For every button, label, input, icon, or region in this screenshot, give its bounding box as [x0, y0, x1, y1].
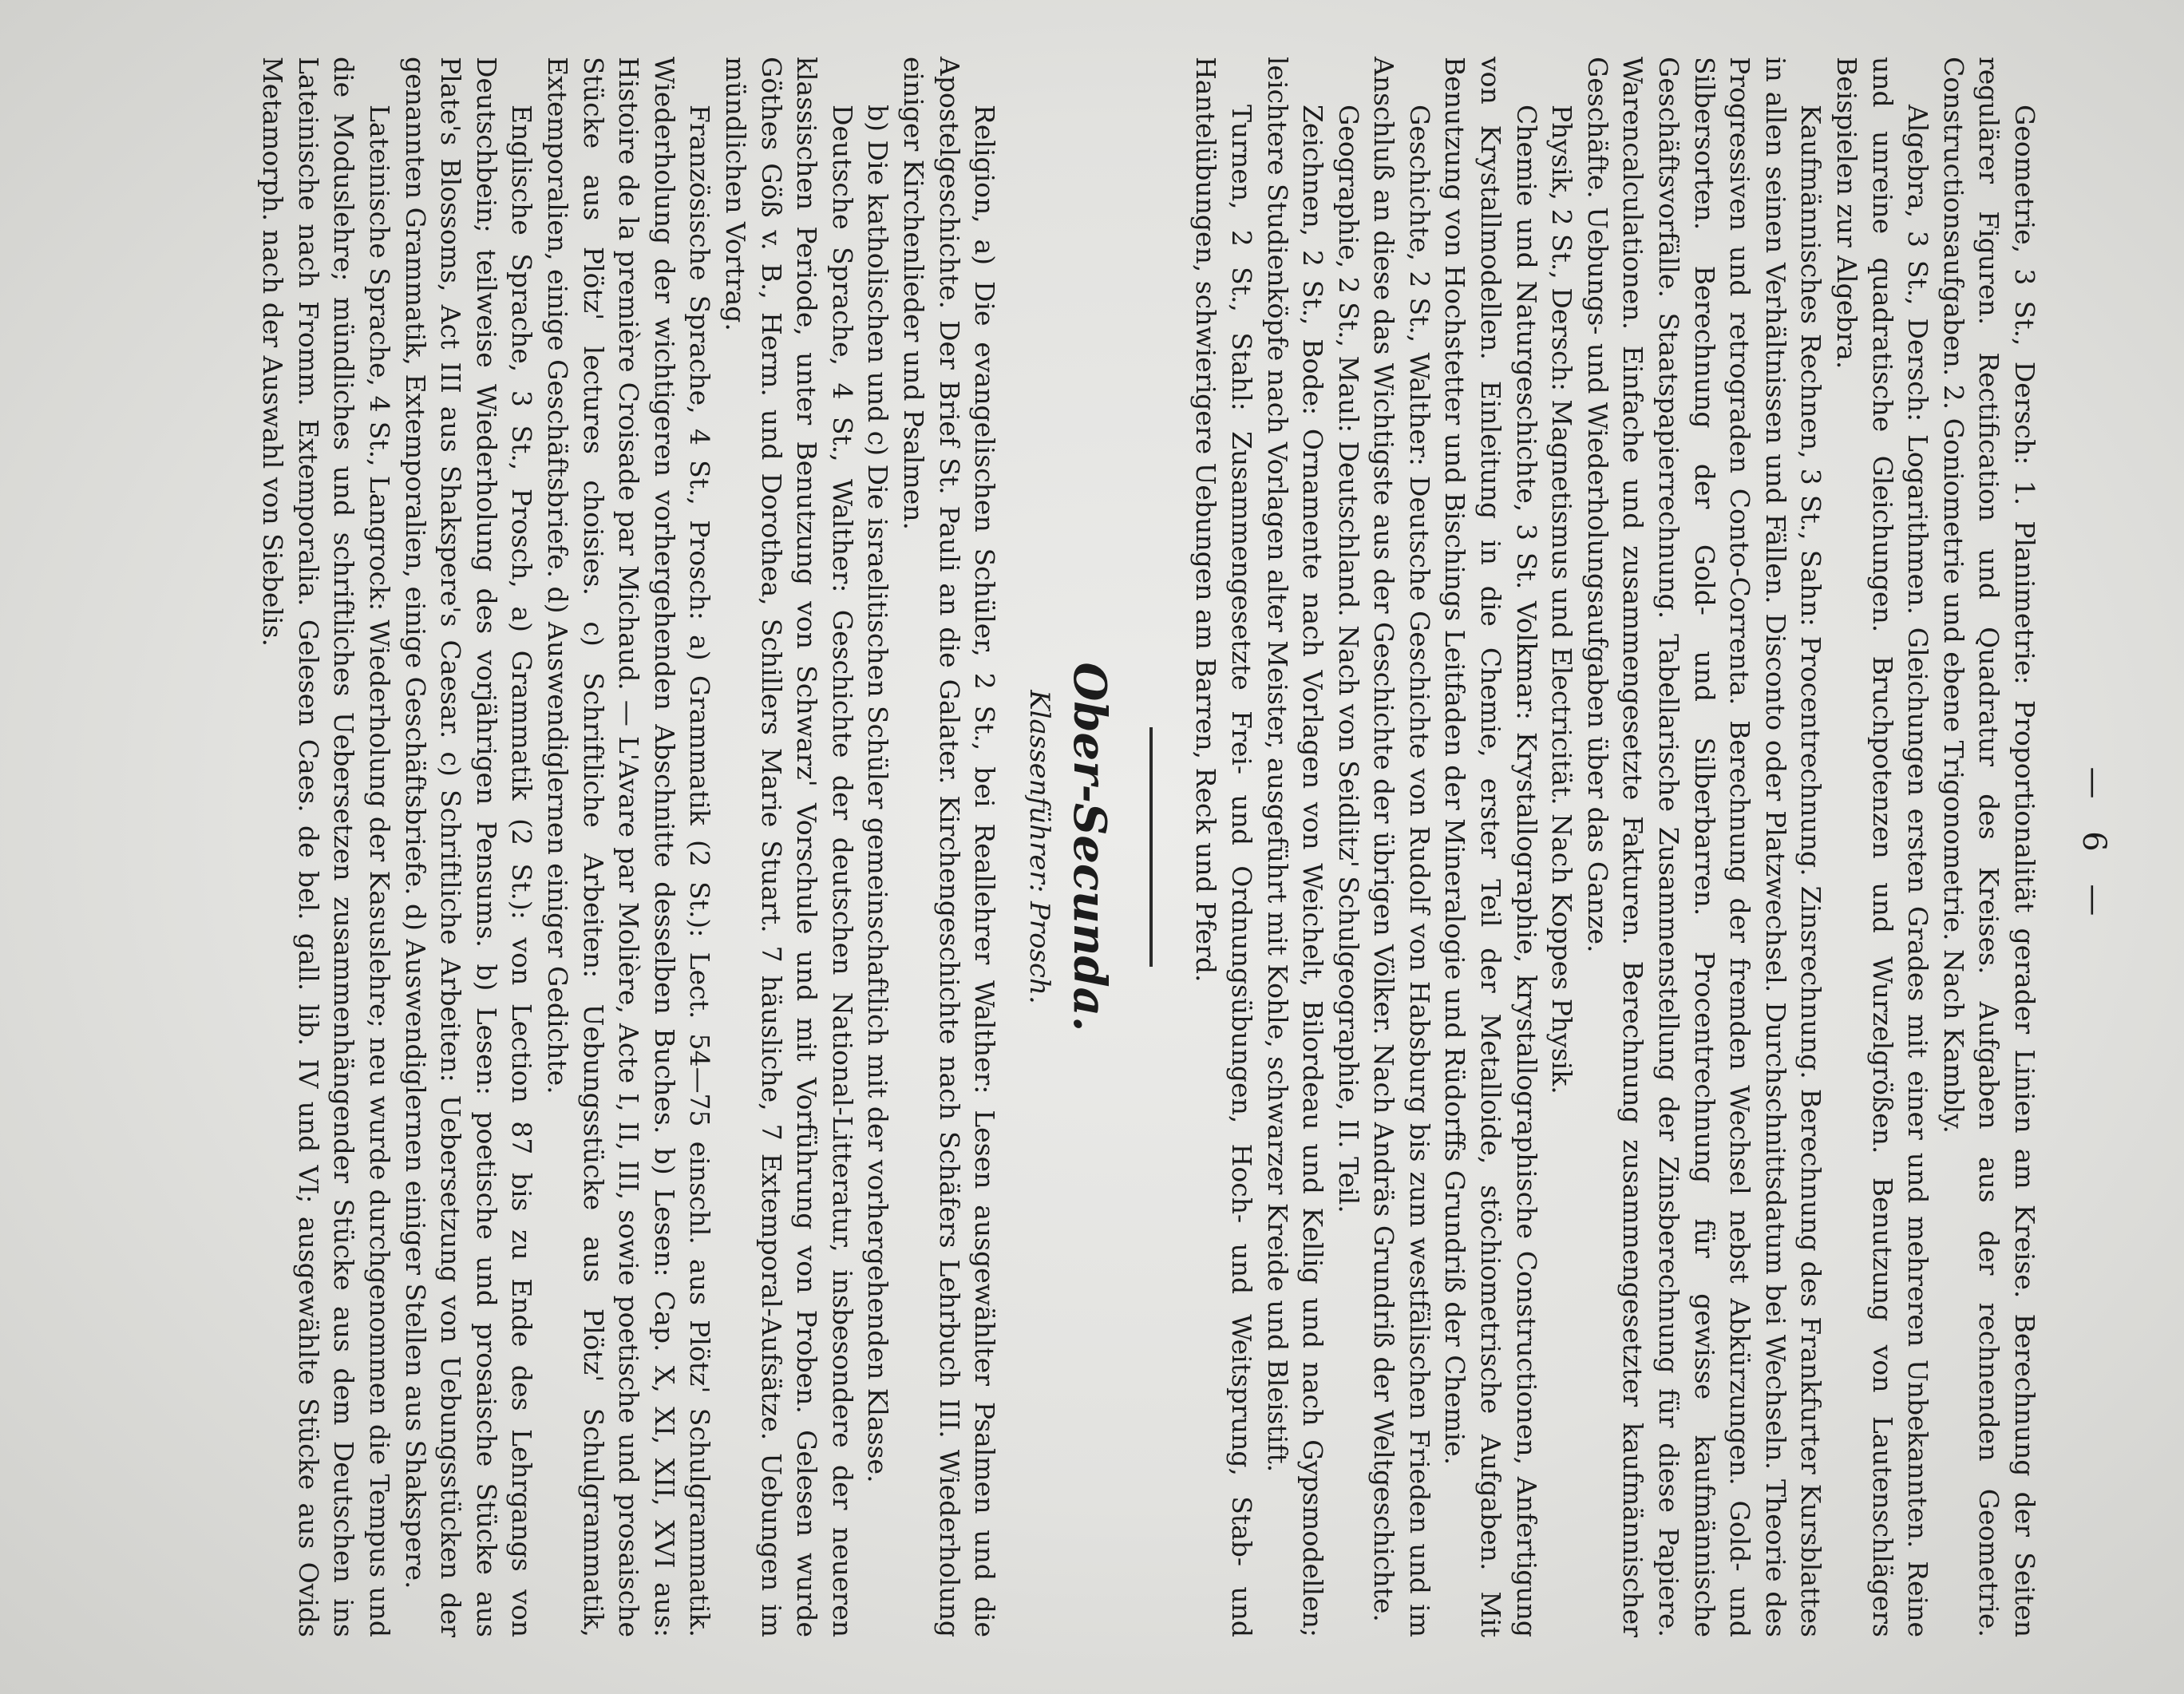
paragraph-zeichnen: Zeichnen, 2 St., Bode: Ornamente nach Vorlagen von Weichelt, Bilordeau und Kellig und nach Gypsmodellen; leichtere Studienköpfe nach Vorlagen alter Meister, ausgeführt mit Kohle, schwarzer Kreide und Bleistift.	[1261, 57, 1329, 1637]
paragraph-algebra: Algebra, 3 St., Dersch: Logarithmen. Gleichungen ersten Grades mit einer und mehreren Unbekannten. Reine und unreine quadratische Gleichungen. Bruchpotenzen und Wurzelgrößen. Benutzung von Lautenschlägers Beispielen zur Algebra.	[1831, 57, 1934, 1637]
section-divider	[1149, 727, 1153, 967]
section-title: Ober-Secunda.	[1062, 662, 1116, 1032]
paragraph-kaufmaennisches-rechnen: Kaufmännisches Rechnen, 3 St., Sahn: Procentrechnung. Zinsrechnung. Berechnung des Frankfurter Kursblattes in allen seinen Verhältnissen und Fällen. Disconto oder Platzwechsel. Durchschnittsdatum bei Wechseln. Theorie des Progressiven und retrograden Conto-Correnta. Berechnung der fremden Wechsel nebst Abkürzungen. Gold- und Silbersorten. Berechnung der Gold- und Silberbarren. Procentrechnung für gewisse kaufmännische Geschäftsvorfälle. Staatspapierrechnung. Tabellarische Zusammenstellung der Zinsberechnung für diese Papiere. Warencalculationen. Einfache und zusammengesetzte Fakturen. Berechnung zusammengesetzter kaufmännischer Geschäfte. Uebungs- und Wiederholungsaufgaben über das Ganze.	[1581, 57, 1827, 1637]
paragraph-chemie: Chemie und Naturgeschichte, 3 St. Volkmar: Krystallographie, krystallographische Constructionen, Anfertigung von Krystallmodellen. Einleitung in die Chemie, erster Teil der Metalloide, stöchiometrische Aufgaben. Mit Benutzung von Hochstetter und Bischings Leitfaden der Mineralogie und Rüdorffs Grundriß der Chemie.	[1439, 57, 1542, 1637]
page-number: — 6 —	[2075, 766, 2112, 928]
paragraph-geographie: Geographie, 2 St., Maul: Deutschland. Nach von Seidlitz' Schulgeographie, II. Teil.	[1332, 105, 1364, 1213]
paragraph-franzoesische-sprache: Französische Sprache, 4 St., Prosch: a) Grammatik (2 St.): Lect. 54—75 einschl. aus Plötz' Schulgrammatik. Wiederholung der wichtigeren vorhergehenden Abschnitte desselben Buches. b) Lesen: Cap. X, XI, XII, XVI aus: Histoire de la première Croisade par Michaud. — L'Avare par Molière, Acte I, II, III, sowie poetische und prosaische Stücke aus Plötz' lectures choisies. c) Schriftliche Arbeiten: Uebungsstücke aus Plötz' Schulgrammatik, Extemporalien, einige Geschäftsbriefe. d) Auswendiglernen einiger Gedichte.	[542, 57, 716, 1637]
paragraph-religion: Religion, a) Die evangelischen Schüler, 2 St., bei Reallehrer Walther: Lesen ausgewählter Psalmen und die Apostelgeschichte. Der Brief St. Pauli an die Galater. Kirchengeschichte nach Schäfers Lehrbuch III. Wiederholung einiger Kirchenlieder und Psalmen.	[897, 57, 1001, 1637]
section-subtitle: Klassenführer: Prosch.	[1023, 690, 1055, 1004]
paragraph-turnen: Turnen, 2 St., Stahl: Zusammengesetzte Frei- und Ordnungsübungen, Hoch- und Weitsprung, Stab- und Hantelübungen, schwierigere Uebungen am Barren, Reck und Pferd.	[1190, 57, 1257, 1637]
paragraph-englische-sprache: Englische Sprache, 3 St., Prosch, a) Grammatik (2 St.): von Lection 87 bis zu Ende des Lehrgangs von Deutschbein; teilweise Wiederholung des vorjährigen Pensums. b) Lesen: poetische und prosaische Stücke aus Plate's Blossoms, Act III aus Shakspere's Caesar. c) Schriftliche Arbeiten: Uebersetzung von Uebungsstücken der genannten Grammatik, Extemporalien, einige Geschäftsbriefe. d) Auswendiglernen einiger Stellen aus Shakspere.	[399, 57, 538, 1637]
paragraph-deutsche-sprache: Deutsche Sprache, 4 St., Walther: Geschichte der deutschen National-Litteratur, insbesondere der neueren klassischen Periode, unter Benutzung von Schwarz' Vorschule und mit Vorführung von Proben. Gelesen wurde Göthes Göß v. B., Herm. und Dorothea, Schillers Marie Stuart. 7 häusliche, 7 Extemporal-Aufsätze. Uebungen im mündlichen Vortrag.	[720, 57, 858, 1637]
paragraph-physik: Physik, 2 St., Dersch: Magnetismus und Electricität. Nach Koppes Physik.	[1546, 105, 1578, 1094]
paragraph-lateinische-sprache: Lateinische Sprache, 4 St., Langrock: Wiederholung der Kasuslehre; neu wurde durchgenommen die Tempus und die Moduslehre; mündliches und schriftliches Uebersetzen zusammenhängender Stücke aus dem Deutschen ins Lateinische nach Fromm. Extemporalia. Gelesen Caes. de bel. gall. lib. IV und VI; ausgewählte Stücke aus Ovids Metamorph. nach der Auswahl von Siebelis.	[257, 57, 396, 1637]
paragraph-religion-b: b) Die katholischen und c) Die israelitischen Schüler gemeinschaftlich mit der vorhergehenden Klasse.	[862, 105, 894, 1483]
paragraph-geometrie: Geometrie, 3 St., Dersch: 1. Planimetrie: Proportionalität gerader Linien am Kreise. Berechnung der Seiten regulärer Figuren. Rectification und Quadratur des Kreises. Aufgaben aus der rechnenden Geometrie. Constructionsaufgaben. 2. Goniometrie und ebene Trigonometrie. Nach Kambly.	[1937, 57, 2040, 1637]
paragraph-geschichte: Geschichte, 2 St., Walther: Deutsche Geschichte von Rudolf von Habsburg bis zum westfälischen Frieden und im Anschluß an diese das Wichtigste aus der Geschichte der übrigen Völker. Nach Andräs Grundriß der Weltgeschichte.	[1368, 57, 1435, 1637]
document-page	[70, 57, 2114, 1637]
